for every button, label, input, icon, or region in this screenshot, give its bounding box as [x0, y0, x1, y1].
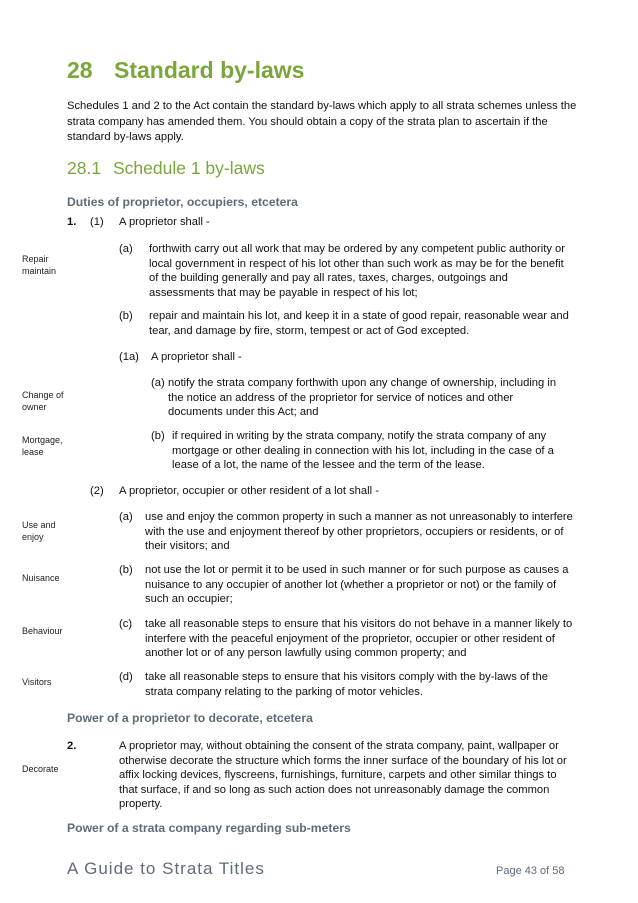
bylaw1-sub2-d	[119, 670, 573, 699]
margin-note-mortgage: Mortgage, lease	[22, 435, 63, 457]
margin-note-nuisance: Nuisance	[22, 573, 60, 583]
para-text: if required in writing by the strata company, notify the strata company of any mortgage or other dealing in connection with his lot, including in the case of a lease of a lot, the name of the lessee and the term of the lease.	[172, 430, 554, 471]
margin-note-behaviour: Behaviour	[22, 626, 63, 636]
margin-note-use-enjoy: Use and enjoy	[22, 520, 56, 542]
heading-number: 28	[67, 57, 93, 83]
para-label: (c)	[119, 618, 133, 630]
bylaw1-sub1-b	[119, 309, 573, 338]
page-heading	[67, 57, 304, 84]
footer-title: A Guide to Strata Titles	[67, 859, 265, 878]
footer-page-number: Page 43 of 58	[496, 865, 565, 877]
subheading-duties: Duties of proprietor, occupiers, etcetera	[67, 195, 298, 209]
para-label: (d)	[119, 671, 133, 683]
bylaw1-sub1a-a	[151, 376, 569, 420]
para-text: take all reasonable steps to ensure that his visitors do not behave in a manner likely to interfere with the peaceful enjoyment of the proprietor, occupier or other resident of another lot or of any person lawfully using common property; and	[145, 618, 573, 659]
bylaw1-sub1-label: (1)	[90, 216, 104, 228]
bylaw1-sub1-text: A proprietor shall -	[119, 216, 210, 228]
para-text: not use the lot or permit it to be used in such manner or for such purpose as causes a nuisance to any occupier of another lot (whether a proprietor or not) or the family of such an occupier;	[145, 564, 569, 605]
para-text: take all reasonable steps to ensure that his visitors comply with the by-laws of the strata company relating to the parking of motor vehicles.	[145, 671, 548, 698]
bylaw1-sub2-label: (2)	[90, 485, 104, 497]
margin-note-visitors: Visitors	[22, 677, 52, 687]
para-text: repair and maintain his lot, and keep it in a state of good repair, reasonable wear and tear, and damage by fire, storm, tempest or act of God excepted.	[149, 310, 569, 337]
para-label: (a)	[119, 511, 133, 523]
bylaw1-sub1a-text: A proprietor shall -	[151, 351, 242, 363]
para-label: (b)	[119, 564, 133, 576]
para-text: forthwith carry out all work that may be ordered by any competent public authority or local government in respect of his lot other than such work as may be for the benefit of the building generally and pay all rates, taxes, charges, outgoings and assessments that may be payable in respect of his lot;	[149, 243, 566, 299]
bylaw1-sub1-a	[119, 242, 573, 300]
section-title: Schedule 1 by-laws	[113, 158, 265, 178]
intro-paragraph: Schedules 1 and 2 to the Act contain the standard by-laws which apply to all strata schemes unless the strata company has amended them. You should obtain a copy of the strata plan to ascertain if the standard by-laws apply.	[67, 100, 577, 143]
subheading-submeters: Power of a strata company regarding sub-meters	[67, 821, 351, 835]
para-label: (a)	[119, 243, 133, 255]
para-label: (a)	[151, 377, 165, 389]
bylaw1-sub1a-label: (1a)	[119, 351, 139, 363]
subheading-decorate: Power of a proprietor to decorate, etcetera	[67, 711, 313, 725]
bylaw2-number: 2.	[67, 740, 77, 752]
section-number: 28.1	[67, 158, 102, 178]
bylaw1-sub2-text: A proprietor, occupier or other resident of a lot shall -	[119, 485, 379, 497]
bylaw1-sub2-a	[119, 510, 573, 554]
margin-note-decorate: Decorate	[22, 764, 59, 774]
para-label: (b)	[119, 310, 133, 322]
margin-note-repair: Repair maintain	[22, 254, 57, 276]
bylaw1-sub1a-b	[151, 429, 573, 473]
bylaw1-number: 1.	[67, 216, 77, 228]
para-text: notify the strata company forthwith upon any change of ownership, including in the notice an address of the proprietor for service of notices and other documents under this Act; and	[168, 377, 557, 418]
para-text: use and enjoy the common property in such a manner as not unreasonably to interfere with the use and enjoyment thereof by other proprietors, occupiers or residents, or of their visitors; and	[145, 511, 573, 552]
bylaw1-sub2-c	[119, 617, 573, 661]
heading-title: Standard by-laws	[114, 57, 305, 83]
margin-note-change-owner: Change of owner	[22, 390, 64, 412]
bylaw1-sub2-b	[119, 563, 573, 607]
para-label: (b)	[151, 430, 165, 442]
section-heading	[67, 158, 265, 179]
bylaw2-text: A proprietor may, without obtaining the consent of the strata company, paint, wallpaper or otherwise decorate the structure which forms the inner surface of the boundary of his lot or affix locking devices, flyscreens, furnishings, furniture, carpets and other similar things to that surface, if and so long as such action does not unreasonably damage the common property.	[119, 740, 567, 810]
